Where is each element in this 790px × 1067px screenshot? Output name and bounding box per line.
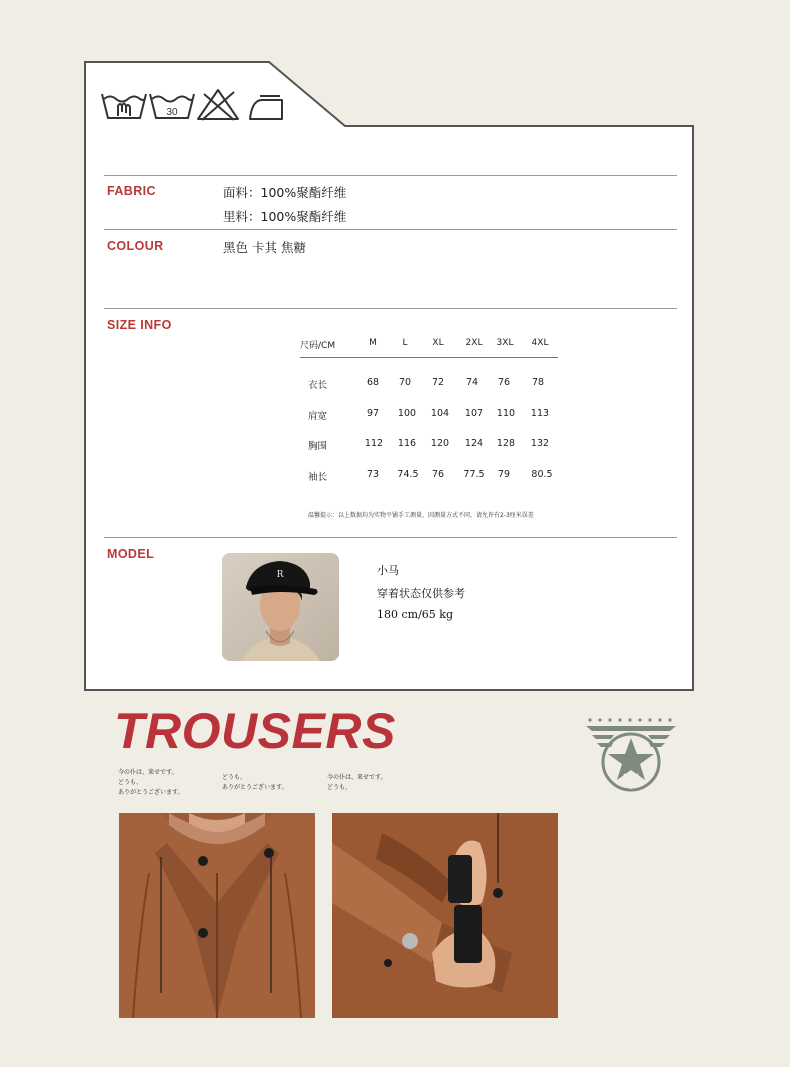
row-label: 袖长 xyxy=(308,472,328,483)
model-photo xyxy=(222,553,339,661)
table-cell: 76 xyxy=(431,469,445,480)
size-header-2xl: 2XL xyxy=(465,338,483,348)
iron-icon xyxy=(250,96,282,119)
divider xyxy=(104,537,677,538)
colour-value: 黑色 卡其 焦糖 xyxy=(223,240,306,255)
model-note: 穿着状态仅供参考 xyxy=(377,587,465,600)
row-label: 肩宽 xyxy=(308,411,328,422)
table-cell: 110 xyxy=(496,408,516,419)
table-cell: 79 xyxy=(497,469,511,480)
jp-line: 今の仆は、来せです。 xyxy=(327,774,387,781)
care-icons xyxy=(100,86,285,126)
jacket-collar-photo xyxy=(119,813,315,1018)
size-header-divider xyxy=(300,357,558,358)
table-cell: 100 xyxy=(397,408,417,419)
svg-text:R: R xyxy=(276,570,284,580)
size-header-xl: XL xyxy=(432,338,444,348)
wash-temp-label: 30 xyxy=(166,107,178,118)
jp-line: どうも、 xyxy=(222,774,247,781)
table-cell: 124 xyxy=(464,438,484,449)
table-row xyxy=(300,438,570,454)
table-cell: 73 xyxy=(366,469,380,480)
table-cell: 77.5 xyxy=(463,469,485,480)
size-header-4xl: 4XL xyxy=(531,338,549,348)
table-cell: 68 xyxy=(366,377,380,388)
table-cell: 78 xyxy=(531,377,545,388)
model-name: 小马 xyxy=(377,564,399,577)
table-row xyxy=(300,408,570,424)
no-bleach-icon xyxy=(198,90,238,120)
fabric-outer: 面料：100%聚酯纤维 xyxy=(223,185,347,200)
table-cell: 76 xyxy=(497,377,511,388)
table-row xyxy=(300,469,570,485)
model-label: MODEL xyxy=(107,547,155,561)
table-cell: 128 xyxy=(496,438,516,449)
jp-text-block xyxy=(327,773,387,793)
size-table-header xyxy=(300,338,570,354)
row-label: 胸围 xyxy=(308,441,328,452)
divider xyxy=(104,175,677,176)
table-cell: 74 xyxy=(465,377,479,388)
table-cell: 107 xyxy=(464,408,484,419)
table-cell: 104 xyxy=(430,408,450,419)
table-cell: 112 xyxy=(364,438,384,449)
table-cell: 113 xyxy=(530,408,550,419)
size-header-l: L xyxy=(402,338,408,348)
jacket-cuff-photo xyxy=(332,813,558,1018)
table-cell: 74.5 xyxy=(397,469,419,480)
fabric-lining: 里料：100%聚酯纤维 xyxy=(223,209,347,224)
table-cell: 132 xyxy=(530,438,550,449)
jp-text-block xyxy=(118,768,184,798)
trousers-title: TROUSERS xyxy=(114,703,396,759)
table-cell: 70 xyxy=(398,377,412,388)
wash-hand-icon xyxy=(102,94,146,118)
jp-line: どうも、 xyxy=(118,779,143,786)
jp-line: どうも、 xyxy=(327,784,352,791)
colour-label: COLOUR xyxy=(107,239,164,253)
jp-line: 今の仆は、来せです。 xyxy=(118,769,178,776)
divider xyxy=(104,229,677,230)
size-header-m: M xyxy=(369,338,377,348)
table-cell: 97 xyxy=(366,408,380,419)
jp-line: ありがとうございます。 xyxy=(222,784,288,791)
table-row xyxy=(300,377,570,393)
size-header-3xl: 3XL xyxy=(496,338,514,348)
star-wings-emblem-icon xyxy=(584,716,678,794)
table-cell: 116 xyxy=(397,438,417,449)
table-cell: 120 xyxy=(430,438,450,449)
table-cell: 80.5 xyxy=(531,469,553,480)
divider xyxy=(104,308,677,309)
jp-line: ありがとうございます。 xyxy=(118,789,184,796)
model-stats: 180 cm/65 kg xyxy=(377,608,453,621)
size-header-unit: 尺码/CM xyxy=(300,341,336,351)
fabric-label: FABRIC xyxy=(107,184,156,198)
jp-text-block xyxy=(222,773,288,793)
size-info-label: SIZE INFO xyxy=(107,318,172,332)
row-label: 衣长 xyxy=(308,380,328,391)
table-cell: 72 xyxy=(431,377,445,388)
size-note: 温馨提示：以上数据均为实物平铺手工测量，因测量方式不同，请允许有2-3厘米误差 xyxy=(308,512,534,519)
